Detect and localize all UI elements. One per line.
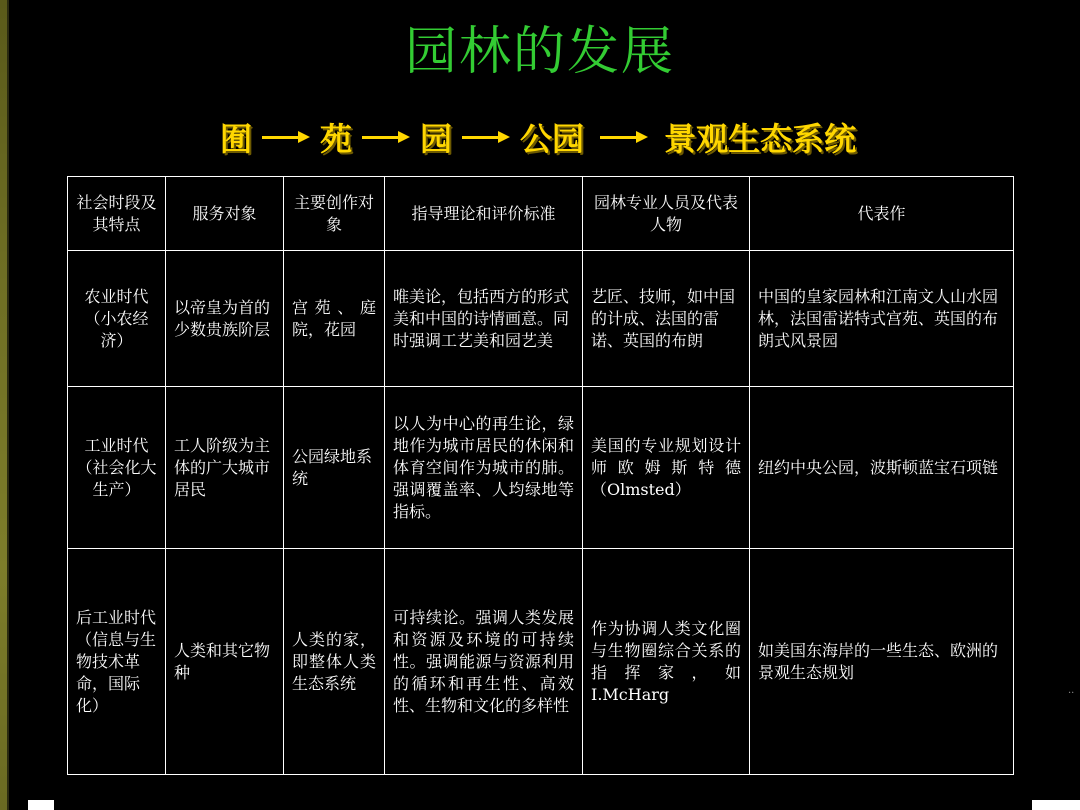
header-service: 服务对象	[166, 177, 284, 251]
evolution-step-5: 景观生态系统	[664, 120, 857, 158]
table-row	[68, 387, 1014, 549]
arrow-right-icon	[362, 127, 410, 147]
evolution-step-3: 园	[420, 120, 453, 158]
header-period: 社会时段及其特点	[68, 177, 166, 251]
footer-block-left	[28, 800, 54, 810]
cell-theory: 可持续论。强调人类发展和资源及环境的可持续性。强调能源与资源利用的循环和再生性、高效性、生物和文化的多样性	[385, 549, 583, 775]
cell-theory: 唯美论，包括西方的形式美和中国的诗情画意。同时强调工艺美和园艺美	[385, 251, 583, 387]
cell-period: 后工业时代（信息与生物技术革命，国际化）	[68, 549, 166, 775]
decorative-dots: ··	[1068, 688, 1075, 699]
evolution-sequence	[220, 112, 856, 162]
header-object: 主要创作对象	[284, 177, 385, 251]
cell-people: 美国的专业规划设计师欧姆斯特德（Olmsted）	[583, 387, 750, 549]
cell-service: 以帝皇为首的少数贵族阶层	[166, 251, 284, 387]
page-title: 园林的发展	[404, 22, 675, 82]
evolution-step-1: 囿	[220, 120, 253, 158]
table-header-row	[68, 177, 1014, 251]
cell-works: 纽约中央公园，波斯顿蓝宝石项链	[750, 387, 1014, 549]
cell-object: 人类的家，即整体人类生态系统	[284, 549, 385, 775]
development-table	[67, 176, 1014, 775]
cell-object: 宫苑、庭院，花园	[284, 251, 385, 387]
cell-service: 人类和其它物种	[166, 549, 284, 775]
arrow-right-icon	[600, 127, 648, 147]
evolution-step-4: 公园	[520, 120, 585, 158]
table-row	[68, 251, 1014, 387]
cell-service: 工人阶级为主体的广大城市居民	[166, 387, 284, 549]
header-works: 代表作	[750, 177, 1014, 251]
footer-block-right	[1032, 800, 1080, 810]
table-row	[68, 549, 1014, 775]
header-people: 园林专业人员及代表人物	[583, 177, 750, 251]
left-accent-bar	[0, 0, 7, 810]
cell-theory: 以人为中心的再生论，绿地作为城市居民的休闲和体育空间作为城市的肺。强调覆盖率、人均绿地等指标。	[385, 387, 583, 549]
cell-people: 作为协调人类文化圈与生物圈综合关系的指挥家，如 I.McHarg	[583, 549, 750, 775]
left-accent-line	[7, 0, 9, 810]
evolution-step-2: 苑	[320, 120, 353, 158]
cell-people: 艺匠、技师，如中国的计成、法国的雷诺、英国的布朗	[583, 251, 750, 387]
cell-works: 如美国东海岸的一些生态、欧洲的景观生态规划	[750, 549, 1014, 775]
cell-period: 工业时代（社会化大生产）	[68, 387, 166, 549]
cell-works: 中国的皇家园林和江南文人山水园林，法国雷诺特式宫苑、英国的布朗式风景园	[750, 251, 1014, 387]
arrow-right-icon	[262, 127, 310, 147]
header-theory: 指导理论和评价标准	[385, 177, 583, 251]
cell-object: 公园绿地系统	[284, 387, 385, 549]
arrow-right-icon	[462, 127, 510, 147]
cell-period: 农业时代（小农经济）	[68, 251, 166, 387]
